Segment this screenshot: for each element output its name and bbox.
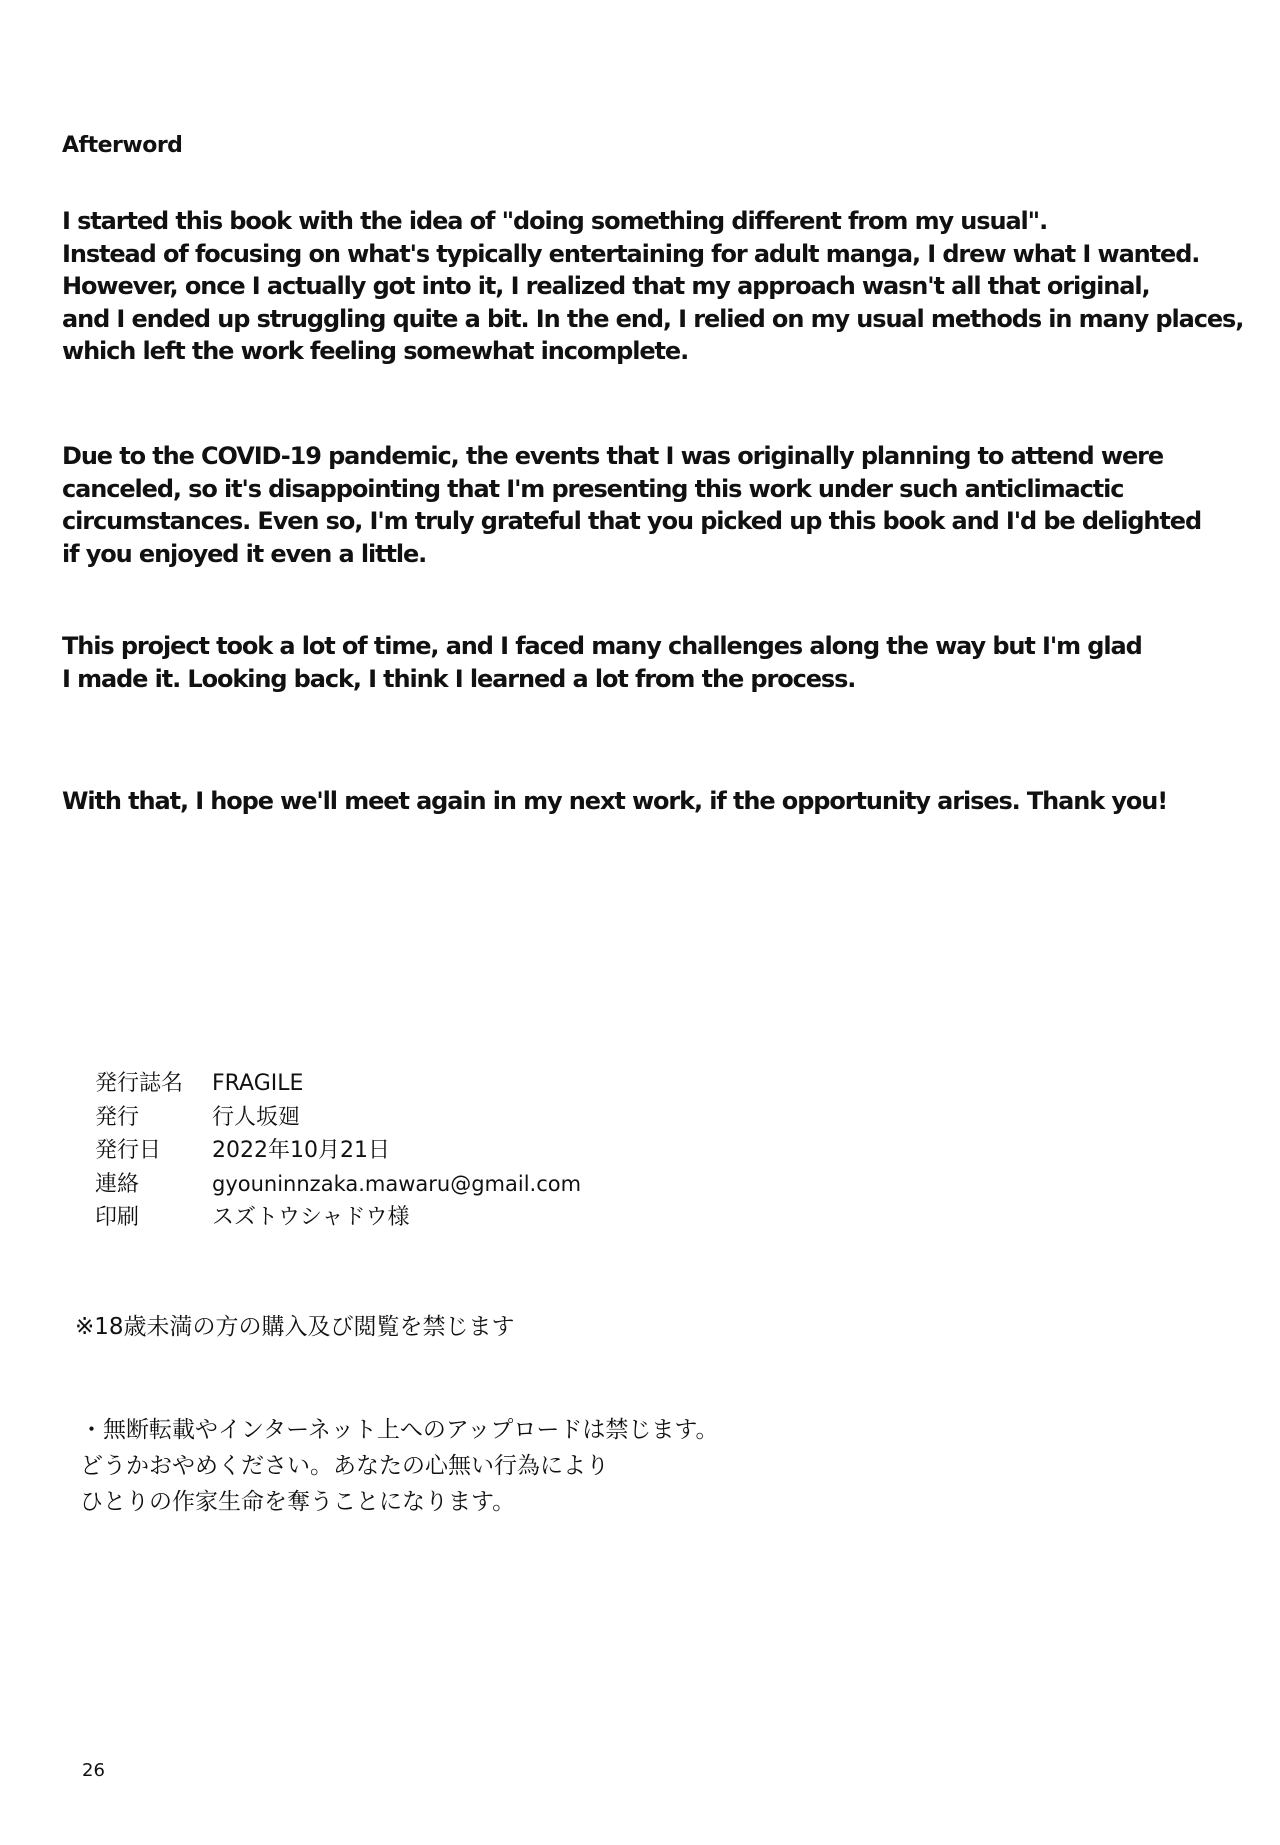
text-line: I started this book with the idea of "doing something different from my usual".	[62, 207, 1048, 235]
colophon-row-printer	[95, 1201, 581, 1235]
afterword-paragraph-1	[62, 205, 1244, 368]
text-line: canceled, so it's disappointing that I'm presenting this work under such anticlimactic	[62, 474, 1124, 503]
afterword-paragraph-2	[62, 440, 1222, 570]
colophon-label: 連絡	[95, 1171, 140, 1197]
warning-line: ひとりの作家生命を奪うことになります。	[80, 1489, 516, 1515]
text-line: With that, I hope we'll meet again in my next work, if the opportunity arises. Thank you!	[62, 787, 1168, 815]
colophon-label: 発行	[95, 1104, 140, 1130]
colophon-label: 発行誌名	[95, 1071, 184, 1096]
text-line: which left the work feeling somewhat incomplete.	[62, 337, 689, 365]
text-line: I made it. Looking back, I think I learned a lot from the process.	[62, 664, 856, 693]
afterword-paragraph-3	[62, 630, 1222, 695]
colophon-label: 印刷	[95, 1205, 140, 1230]
reproduction-warning	[80, 1412, 718, 1520]
colophon-row-publisher	[95, 1101, 581, 1135]
text-line: Due to the COVID-19 pandemic, the events that I was originally planning to attend were	[62, 442, 1164, 470]
afterword-paragraph-4	[62, 785, 1222, 818]
text-line: Instead of focusing on what's typically entertaining for adult manga, I drew what I wanted.	[62, 239, 1200, 268]
page-number: 26	[82, 1760, 105, 1781]
text-line: However, once I actually got into it, I realized that my approach wasn't all that original,	[62, 272, 1150, 300]
colophon-value: FRAGILE	[212, 1071, 304, 1096]
text-line: and I ended up struggling quite a bit. In the end, I relied on my usual methods in many places,	[62, 304, 1244, 333]
colophon-row-contact	[95, 1168, 581, 1202]
age-restriction-notice: ※18歳未満の方の購入及び閲覧を禁じます	[75, 1314, 515, 1340]
colophon-label: 発行日	[95, 1138, 162, 1163]
warning-line: どうかおやめください。あなたの心無い行為により	[80, 1453, 609, 1479]
colophon	[95, 1067, 581, 1235]
colophon-row-title	[95, 1067, 581, 1101]
afterword-heading: Afterword	[62, 133, 183, 158]
colophon-row-date	[95, 1134, 581, 1168]
contact-email: gyouninnzaka.mawaru@gmail.com	[212, 1171, 582, 1196]
colophon-value: 行人坂廻	[212, 1104, 301, 1130]
text-line: This project took a lot of time, and I faced many challenges along the way but I'm glad	[62, 632, 1142, 660]
colophon-value: スズトウシャドウ様	[212, 1205, 410, 1230]
text-line: if you enjoyed it even a little.	[62, 539, 427, 568]
colophon-value: 2022年10月21日	[212, 1138, 390, 1163]
warning-line: ・無断転載やインターネット上へのアップロードは禁じます。	[80, 1417, 719, 1443]
text-line: circumstances. Even so, I'm truly grateful that you picked up this book and I'd be delighted	[62, 507, 1202, 535]
